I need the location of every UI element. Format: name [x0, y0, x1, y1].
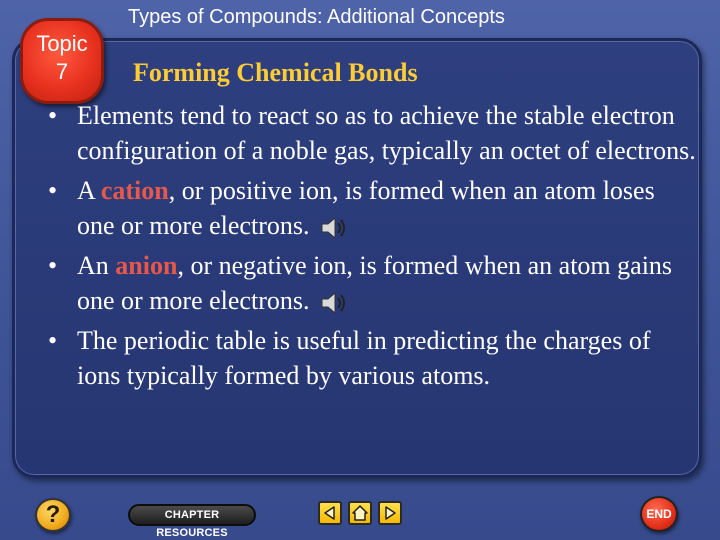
bullet-dot: •	[48, 326, 58, 355]
bullet-text: Elements tend to react so as to achieve the stable electron configuration of a noble gas, typically an octet of electrons.	[77, 101, 696, 165]
topic-badge	[20, 18, 104, 104]
term-anion: anion	[115, 251, 178, 280]
bullet-text-before: An	[77, 251, 116, 280]
bullet-text-before: A	[77, 176, 101, 205]
topic-word: Topic	[36, 31, 88, 56]
list-item	[48, 98, 698, 168]
list-item	[48, 323, 698, 393]
speaker-icon[interactable]	[319, 290, 349, 316]
term-cation: cation	[100, 176, 169, 205]
list-item	[48, 173, 698, 243]
help-button[interactable]: ?	[35, 498, 71, 532]
bullet-text-after: , or positive ion, is formed when an atom loses one or more electrons.	[77, 176, 655, 240]
previous-button[interactable]	[318, 501, 342, 525]
end-button[interactable]: END	[640, 496, 678, 532]
bullet-text: The periodic table is useful in predicting the charges of ions typically formed by various atoms.	[77, 326, 651, 390]
next-button[interactable]	[378, 501, 402, 525]
speaker-icon[interactable]	[319, 215, 349, 241]
footer-toolbar	[0, 488, 720, 540]
arrow-right-icon	[381, 504, 399, 522]
topic-number: 7	[55, 59, 69, 84]
bullet-dot: •	[48, 101, 58, 130]
home-icon	[351, 504, 369, 522]
bullet-dot: •	[48, 176, 58, 205]
bullet-text-after: , or negative ion, is formed when an atom gains one or more electrons.	[77, 251, 673, 315]
arrow-left-icon	[321, 504, 339, 522]
home-button[interactable]	[348, 501, 372, 525]
page-title: Types of Compounds: Additional Concepts	[128, 6, 505, 28]
list-item	[48, 248, 698, 318]
bullet-list	[48, 98, 698, 398]
bullet-dot: •	[48, 251, 58, 280]
slide-heading: Forming Chemical Bonds	[133, 58, 418, 87]
chapter-resources-button[interactable]: CHAPTER RESOURCES	[128, 504, 256, 526]
